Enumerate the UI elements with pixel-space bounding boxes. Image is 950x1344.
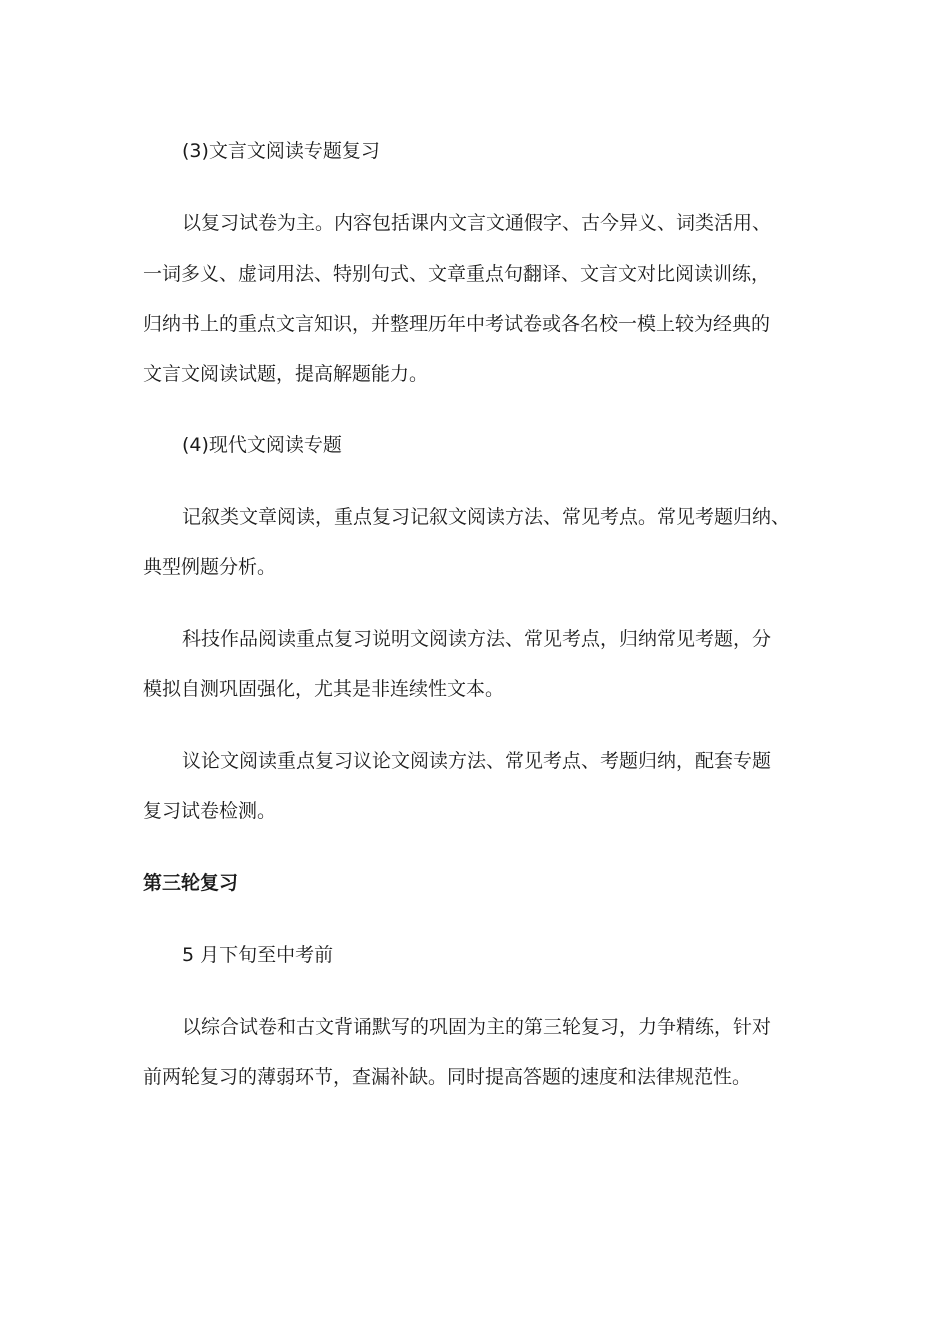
section4-heading: (4)现代文阅读专题 bbox=[182, 434, 342, 456]
round3-paragraph-line-1: 以综合试卷和古文背诵默写的巩固为主的第三轮复习，力争精练，针对 bbox=[182, 1016, 772, 1038]
argument-paragraph-line-1: 议论文阅读重点复习议论文阅读方法、常见考点、考题归纳，配套专题 bbox=[182, 750, 772, 772]
section3-body-line-2: 一词多义、虚词用法、特别句式、文章重点句翻译、文言文对比阅读训练， bbox=[143, 263, 771, 285]
round3-time: 5 月下旬至中考前 bbox=[182, 944, 334, 966]
narrative-paragraph-line-2: 典型例题分析。 bbox=[143, 556, 277, 578]
science-paragraph-line-2: 模拟自测巩固强化，尤其是非连续性文本。 bbox=[143, 678, 505, 700]
science-paragraph-line-1: 科技作品阅读重点复习说明文阅读方法、常见考点，归纳常见考题，分 bbox=[182, 628, 772, 650]
section3-body-line-3: 归纳书上的重点文言知识，并整理历年中考试卷或各名校一模上较为经典的 bbox=[143, 313, 771, 335]
round3-paragraph-line-2: 前两轮复习的薄弱环节，查漏补缺。同时提高答题的速度和法律规范性。 bbox=[143, 1066, 752, 1088]
section3-body-line-4: 文言文阅读试题，提高解题能力。 bbox=[143, 363, 429, 385]
argument-paragraph-line-2: 复习试卷检测。 bbox=[143, 800, 277, 822]
narrative-paragraph-line-1: 记叙类文章阅读，重点复习记叙文阅读方法、常见考点。常见考题归纳、 bbox=[182, 506, 791, 528]
section3-body-line-1: 以复习试卷为主。内容包括课内文言文通假字、古今异义、词类活用、 bbox=[182, 212, 772, 234]
round3-heading: 第三轮复习 bbox=[143, 872, 239, 894]
section3-heading: (3)文言文阅读专题复习 bbox=[182, 140, 380, 162]
